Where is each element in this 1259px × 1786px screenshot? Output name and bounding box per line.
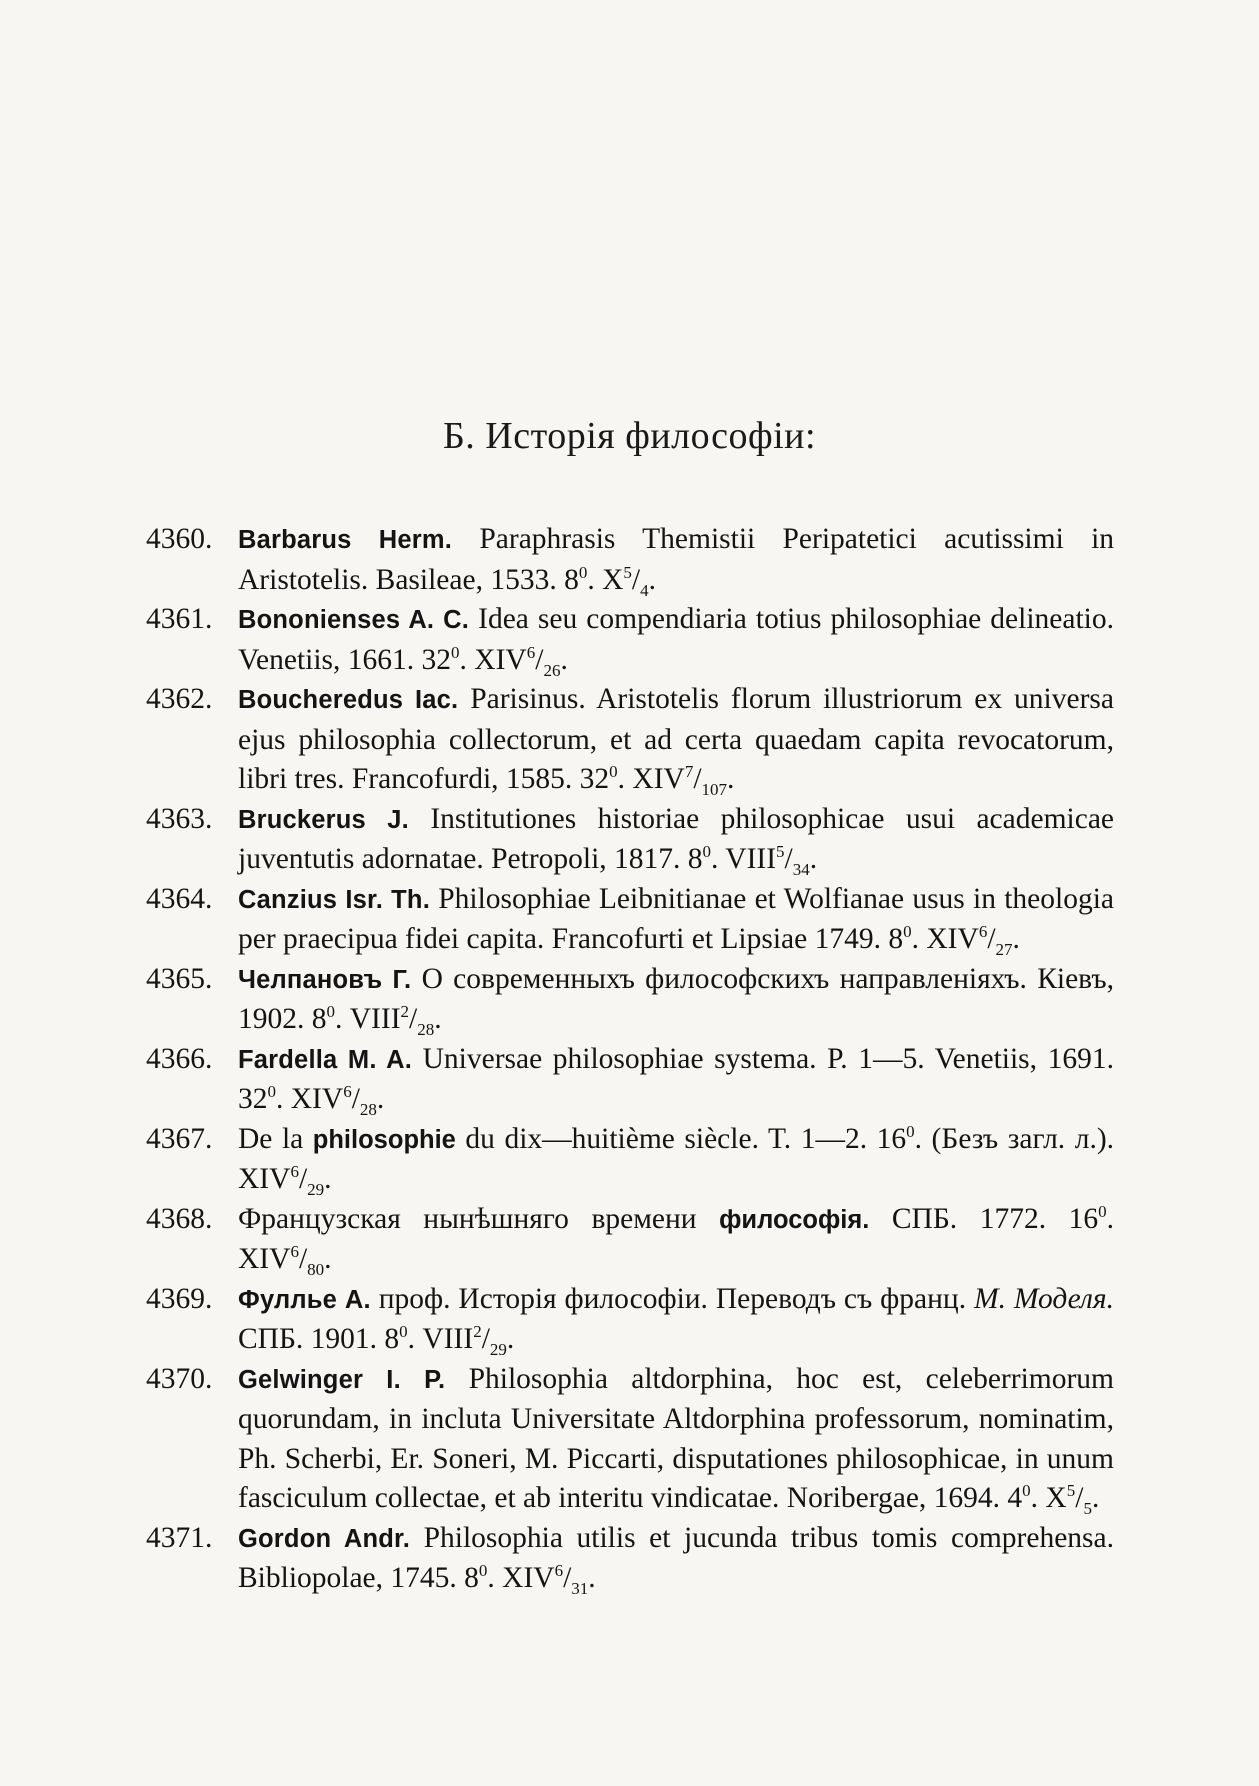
shelf-slash: / xyxy=(563,1562,572,1594)
entry-text-2: . (Безъ загл. л.). XIV xyxy=(238,1122,1115,1195)
entry-text: Philosophiae Leibnitianae et Wolfianae usus in theologia per praecipua fidei capita. Francofurti et Lipsiae 1749. 8 xyxy=(238,882,1114,955)
format-degree: 0 xyxy=(267,1082,276,1102)
entry-prefix: De la xyxy=(238,1122,304,1155)
catalog-entry xyxy=(146,880,1114,960)
shelf-position: 5 xyxy=(1083,1498,1092,1518)
shelf-slash: / xyxy=(298,1243,308,1275)
shelf-mark: . XIV xyxy=(487,1562,555,1594)
shelf-mark: . VIII xyxy=(407,1323,474,1355)
shelf-position: 31 xyxy=(571,1578,589,1598)
shelf-number: 6 xyxy=(343,1082,352,1102)
shelf-slash: / xyxy=(784,843,793,875)
shelf-position: 26 xyxy=(543,660,561,680)
entry-end: . xyxy=(588,1562,596,1594)
shelf-mark: . XIV xyxy=(617,763,685,795)
entry-keyword: philosophie xyxy=(312,1125,456,1154)
entry-text: Institutiones historiae philosophicae usui academicae juventutis adornatae. Petropoli, 1817. 8 xyxy=(238,802,1115,875)
shelf-number: 5 xyxy=(1066,1481,1076,1501)
shelf-slash: / xyxy=(535,643,544,676)
shelf-slash: / xyxy=(693,763,702,795)
shelf-mark: . XIV xyxy=(276,1083,344,1115)
catalog-entry xyxy=(146,520,1114,600)
format-degree: 0 xyxy=(906,1121,915,1141)
shelf-position: 27 xyxy=(995,939,1013,959)
entry-translator: М. Моделя. xyxy=(974,1282,1114,1315)
entry-number: 4371. xyxy=(146,1521,213,1554)
shelf-number: 5 xyxy=(623,562,632,582)
shelf-slash: / xyxy=(481,1323,490,1355)
entry-end: . xyxy=(809,843,818,875)
entry-author: Barbarus Herm. xyxy=(238,526,453,554)
shelf-slash: / xyxy=(298,1163,308,1195)
entry-author: Boucheredus Iac. xyxy=(238,686,459,714)
entry-prefix: Французская нынѣшняго времени xyxy=(238,1202,697,1235)
shelf-position: 34 xyxy=(792,859,810,879)
section-title: Б. Исторія философіи: xyxy=(442,415,817,457)
entry-end: . xyxy=(324,1163,332,1195)
format-degree: 0 xyxy=(326,1002,335,1022)
entry-author: Фулльe А. xyxy=(238,1285,371,1314)
entry-text: СПБ. 1772. 16 xyxy=(891,1202,1099,1235)
entry-author: Bononienses A. C. xyxy=(238,606,470,634)
shelf-slash: / xyxy=(987,923,996,955)
catalog-entry xyxy=(146,1360,1114,1519)
entry-author: Челпановъ Г. xyxy=(238,965,412,994)
entry-number: 4366. xyxy=(146,1042,213,1075)
shelf-slash: / xyxy=(1075,1482,1084,1514)
catalog-entry xyxy=(146,680,1114,800)
entry-end: . xyxy=(434,1003,442,1035)
shelf-mark: . X xyxy=(587,563,624,596)
format-degree: 0 xyxy=(451,642,460,662)
shelf-position: 80 xyxy=(307,1259,325,1279)
catalog-entry xyxy=(146,1280,1114,1360)
entry-end: . xyxy=(1012,923,1020,955)
shelf-number: 6 xyxy=(526,642,536,662)
entry-author: Fardella M. A. xyxy=(238,1045,413,1074)
entry-end: . xyxy=(506,1323,515,1355)
entry-end: . xyxy=(1091,1482,1100,1514)
entry-text: Universae philosophiae systema. P. 1—5. Venetiis, 1691. 32 xyxy=(238,1042,1114,1115)
entry-author: Gordon Andr. xyxy=(238,1524,410,1553)
entry-number: 4361. xyxy=(146,603,213,635)
entry-author: Canzius Isr. Th. xyxy=(238,885,430,914)
entry-text: Parisinus. Aristotelis florum illustriorum ex universa ejus philosophia collectorum, et ad certa quaedam capita revocatorum, libri tres. Francofurdi, 1585. 32 xyxy=(238,683,1114,795)
shelf-number: 7 xyxy=(684,762,694,782)
catalog-entries xyxy=(146,520,1114,1599)
entry-number: 4368. xyxy=(146,1202,213,1235)
entry-number: 4362. xyxy=(146,683,213,715)
entry-end: . xyxy=(560,643,568,676)
shelf-position: 29 xyxy=(489,1339,507,1359)
entry-number: 4367. xyxy=(146,1122,213,1155)
format-degree: 0 xyxy=(1022,1481,1031,1501)
shelf-mark: . VIII xyxy=(335,1003,401,1035)
shelf-number: 6 xyxy=(978,922,988,942)
format-degree: 0 xyxy=(478,1561,488,1581)
shelf-position: 4 xyxy=(640,580,649,600)
entry-text: О современныхъ философскихъ направленіяхъ. Кіевъ, 1902. 8 xyxy=(238,962,1114,1035)
shelf-position: 28 xyxy=(417,1019,435,1039)
entry-number: 4369. xyxy=(146,1282,213,1315)
shelf-number: 6 xyxy=(554,1561,564,1581)
format-degree: 0 xyxy=(1098,1201,1107,1221)
entry-text: Paraphrasis Themistii Peripatetici acutissimi in Aristotelis. Basileae, 1533. 8 xyxy=(238,523,1115,596)
entry-number: 4360. xyxy=(146,523,213,555)
catalog-entry xyxy=(146,1120,1114,1200)
shelf-mark: . XIV xyxy=(459,643,527,676)
shelf-position: 28 xyxy=(359,1099,377,1119)
entry-end: . xyxy=(376,1083,385,1115)
format-degree: 0 xyxy=(578,562,588,582)
shelf-mark: . X xyxy=(1030,1482,1067,1514)
entry-number: 4370. xyxy=(146,1362,213,1395)
format-degree: 0 xyxy=(609,762,618,782)
shelf-number: 2 xyxy=(400,1002,410,1022)
entry-text: проф. Исторія философіи. Переводъ съ франц. xyxy=(378,1282,967,1315)
entry-number: 4363. xyxy=(146,802,213,835)
entry-number: 4364. xyxy=(146,882,213,915)
entry-keyword: философія. xyxy=(719,1205,870,1234)
entry-text: Philosophia altdorphina, hoc est, celeberrimorum quorundam, in incluta Universitate Altdorphina professorum, nominatim, Ph. Scherbi, Er. Soneri, M. Piccarti, disputationes philosophicae, in unum fasciculum collectae, et ab interitu vindicatae. Noribergae, 1694. 4 xyxy=(238,1362,1114,1514)
format-degree: 0 xyxy=(702,842,712,862)
shelf-number: 6 xyxy=(290,1162,299,1182)
catalog-entry xyxy=(146,1519,1114,1599)
catalog-entry xyxy=(146,960,1114,1040)
shelf-slash: / xyxy=(351,1083,360,1115)
entry-text: Idea seu compendiaria totius philosophiae delineatio. Venetiis, 1661. 32 xyxy=(238,603,1114,676)
entry-author: Bruckerus J. xyxy=(238,805,409,834)
shelf-position: 107 xyxy=(701,779,728,799)
entry-author: Gelwinger I. P. xyxy=(238,1365,446,1394)
shelf-number: 2 xyxy=(473,1322,482,1342)
catalog-entry xyxy=(146,1040,1114,1120)
catalog-entry xyxy=(146,1200,1114,1280)
entry-end: . xyxy=(727,763,735,795)
shelf-slash: / xyxy=(631,563,641,596)
catalog-entry xyxy=(146,800,1114,880)
shelf-number: 6 xyxy=(290,1242,299,1262)
entry-text: du dix—huitième siècle. T. 1—2. 16 xyxy=(465,1122,907,1155)
format-degree: 0 xyxy=(399,1322,408,1342)
shelf-mark: . VIII xyxy=(711,843,777,875)
shelf-number: 5 xyxy=(776,842,785,862)
shelf-slash: / xyxy=(409,1003,418,1035)
entry-end: . xyxy=(324,1243,332,1275)
shelf-mark: . XIV xyxy=(238,1202,1115,1275)
entry-text-2: СПБ. 1901. 8 xyxy=(238,1323,400,1355)
format-degree: 0 xyxy=(903,922,912,942)
shelf-mark: . XIV xyxy=(911,923,979,955)
catalog-entry xyxy=(146,600,1114,680)
entry-text: Philosophia utilis et jucunda tribus tomis comprehensa. Bibliopolae, 1745. 8 xyxy=(238,1521,1114,1594)
entry-number: 4365. xyxy=(146,962,213,995)
entry-end: . xyxy=(648,563,656,596)
shelf-position: 29 xyxy=(307,1179,325,1199)
